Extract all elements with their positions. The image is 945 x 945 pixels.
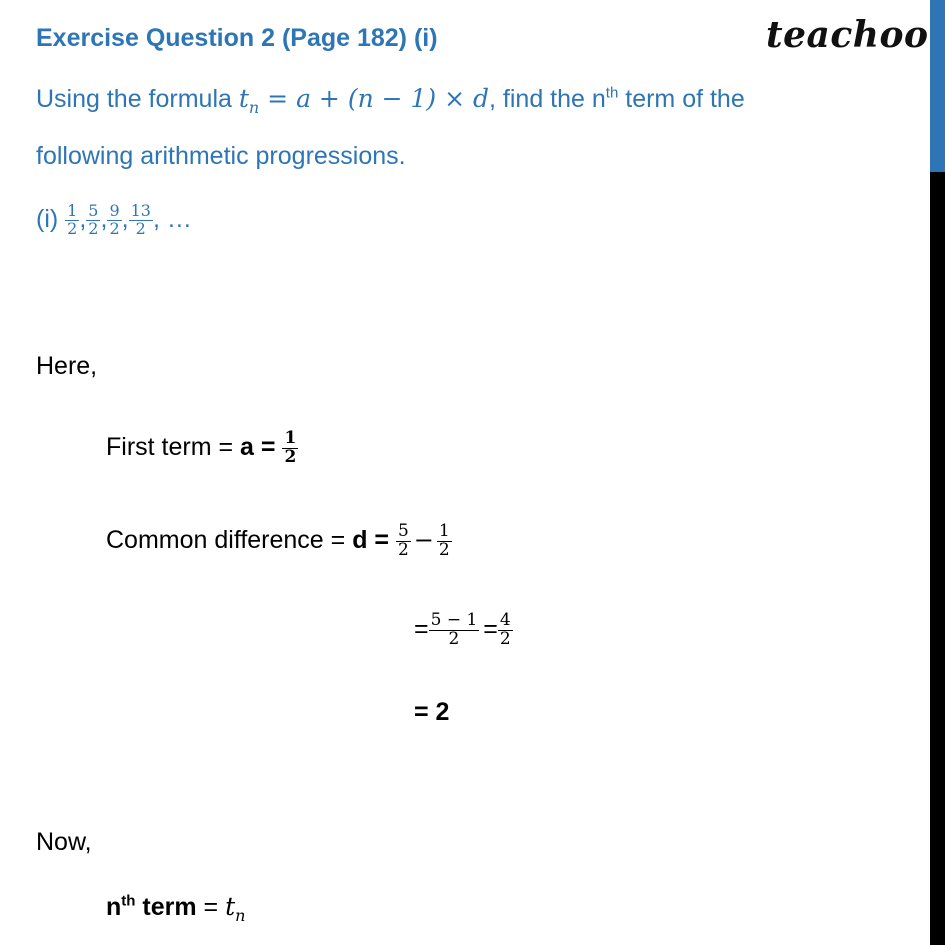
seq-term-4	[129, 203, 153, 238]
question-suffix-1: , find the n	[489, 85, 606, 113]
now-label: Now,	[36, 828, 92, 856]
seq-term-1-num: 1	[67, 201, 78, 220]
seq-term-1	[65, 203, 79, 238]
step2-frac-2-num: 4	[499, 610, 511, 630]
diff-frac-2-num: 1	[438, 521, 450, 541]
step2-frac-2-den: 2	[499, 628, 511, 649]
question-prefix: Using the formula	[36, 85, 239, 113]
seq-sep-2: ,	[100, 204, 108, 233]
seq-term-3-num: 9	[109, 201, 120, 220]
part-label: (i)	[36, 204, 66, 233]
question-line-2: following arithmetic progressions.	[36, 142, 406, 170]
nth-sup: th	[121, 892, 136, 910]
first-term-num: 1	[284, 428, 297, 448]
nth-sub: n	[235, 906, 246, 925]
seq-term-1-den: 2	[67, 218, 78, 238]
question-line-1	[36, 84, 745, 117]
nth-t: t	[225, 892, 236, 921]
seq-term-4-num: 13	[130, 201, 151, 220]
nth-eq: =	[196, 893, 226, 921]
nth-n: n	[106, 893, 122, 921]
step2-frac-1-num: 5 − 1	[430, 610, 478, 630]
seq-term-2	[86, 203, 100, 238]
seq-sep-3: ,	[121, 204, 129, 233]
seq-term-4-den: 2	[135, 218, 146, 238]
diff-frac-2-den: 2	[438, 539, 450, 560]
sidebar-accent	[930, 0, 945, 172]
step2-frac-2	[498, 612, 513, 649]
nth-term-word: term	[135, 893, 197, 921]
diff-minus: −	[413, 525, 434, 554]
seq-ellipsis: , …	[152, 204, 192, 233]
diff-frac-1-num: 5	[397, 521, 409, 541]
seq-term-2-num: 5	[88, 201, 99, 220]
first-term-frac	[282, 430, 298, 467]
seq-sep-1: ,	[79, 204, 87, 233]
first-term-label: First term =	[106, 432, 241, 461]
formula-t: t	[238, 84, 249, 113]
seq-term-2-den: 2	[88, 218, 99, 238]
seq-term-3	[107, 203, 121, 238]
difference-result: = 2	[414, 698, 450, 726]
exercise-title: Exercise Question 2 (Page 182) (i)	[36, 24, 438, 52]
here-label: Here,	[36, 352, 98, 380]
difference-step-2	[414, 612, 513, 649]
question-sup-th: th	[605, 84, 619, 102]
first-term-line	[106, 430, 298, 467]
step2-eq2: =	[483, 614, 498, 643]
teachoo-logo: teachoo	[766, 14, 929, 56]
first-term-den: 2	[284, 446, 297, 467]
step2-frac-1-den: 2	[448, 628, 460, 649]
diff-frac-1	[396, 523, 411, 560]
diff-var: d =	[352, 525, 396, 554]
nth-term-line	[106, 892, 246, 925]
seq-term-3-den: 2	[109, 218, 120, 238]
first-term-var: a =	[240, 432, 283, 461]
question-part-i	[36, 203, 192, 238]
formula-rest: = a + (n − 1) × d	[259, 84, 490, 113]
diff-frac-2	[437, 523, 452, 560]
step2-eq: =	[414, 614, 429, 643]
common-difference-line	[106, 523, 452, 560]
formula-sub-n: n	[248, 98, 260, 117]
diff-label: Common difference =	[106, 525, 353, 554]
diff-frac-1-den: 2	[397, 539, 409, 560]
question-suffix-2: term of the	[618, 85, 745, 113]
step2-frac-1	[429, 612, 480, 649]
